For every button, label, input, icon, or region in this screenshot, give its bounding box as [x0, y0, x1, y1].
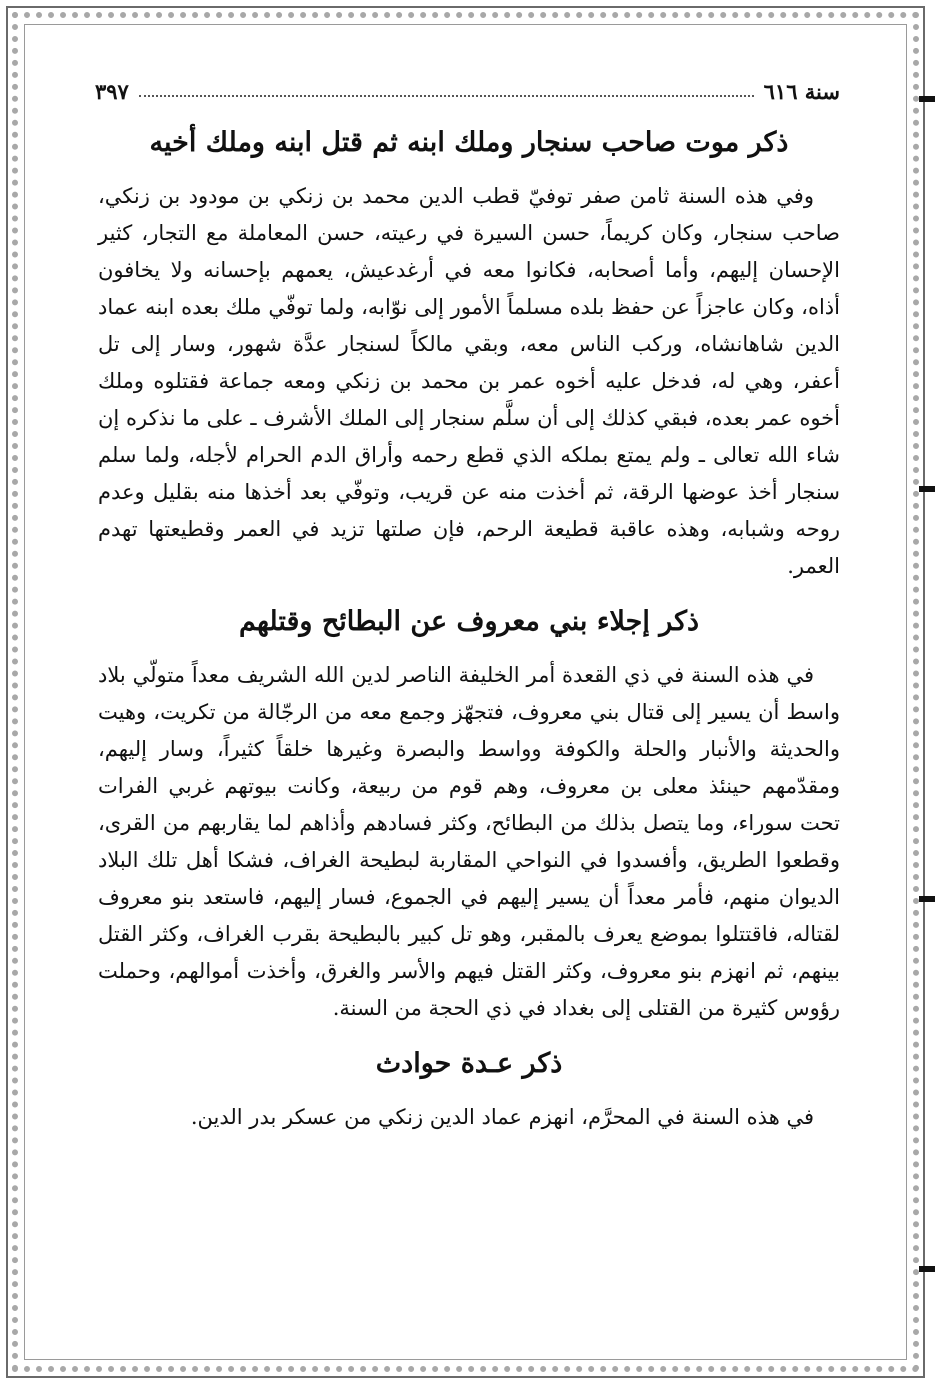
section-bani-maruf [98, 599, 840, 1027]
edge-mark [919, 896, 935, 902]
section-heading: ذكر إجلاء بني معروف عن البطائح وقتلهم [238, 606, 700, 637]
edge-mark [919, 96, 935, 102]
section-heading: ذكر عـدة حوادث [375, 1048, 563, 1079]
section-paragraph: في هذه السنة في المحرَّم، انهزم عماد الدين زنكي من عسكر بدر الدين. [190, 1105, 814, 1129]
page-number: ٣٩٧ [95, 78, 129, 104]
edge-mark [919, 1266, 935, 1272]
page-body [98, 120, 840, 1136]
section-several-events [98, 1041, 840, 1136]
running-header [95, 76, 840, 106]
section-paragraph: في هذه السنة في ذي القعدة أمر الخليفة الناصر لدين الله الشريف معداً متولّي بلاد واسط أن يسير إلى قتال بني معروف، فتجهّز وجمع معه من الرجّالة من تكريت، وهيت والحديثة والأنبار والحلة والكوفة وواسط والبصرة وغيرها خلقاً كثيراً، وسار إليهم، ومقدّمهم حينئذ معلى بن معروف، وهم قوم من ربيعة، وكانت بيوتهم غربي الفرات تحت سوراء، وما يتصل بذلك من البطائح، وكثر فسادهم وأذاهم لما يقاربهم من القرى، وقطعوا الطريق، وأفسدوا في النواحي المقاربة لبطيحة الغراف، فشكا أهل تلك البلاد الديوان منهم، فأمر معداً أن يسير إليهم في الجموع، فسار إليهم، فاستعد بنو معروف لقتاله، فاقتتلوا بموضع يعرف بالمقبر، وهو تل كبير بالبطيحة بقرب الغراف، وكثر القتل بينهم، ثم انهزم بنو معروف، وكثر القتل فيهم والأسر والغرق، وأخذت أموالهم، وحملت رؤوس كثيرة من القتلى إلى بغداد في ذي الحجة من السنة. [98, 663, 841, 1020]
section-paragraph: وفي هذه السنة ثامن صفر توفيّ قطب الدين محمد بن زنكي بن مودود بن زنكي، صاحب سنجار، وكان كريماً، حسن السيرة في رعيته، حسن المعاملة مع التجار، كثير الإحسان إليهم، وأما أصحابه، فكانوا معه في أرغدعيش، يعمهم بإحسانه ولا يخافون أذاه، وكان عاجزاً عن حفظ بلده مسلماً الأمور إلى نوّابه، ولما توفّي ملك بعده ابنه عماد الدين شاهانشاه، وركب الناس معه، وبقي مالكاً لسنجار عدَّة شهور، وسار إلى تل أعفر، وهي له، فدخل عليه أخوه عمر بن محمد بن زنكي ومعه جماعة فقتلوه وملك أخوه عمر بعده، فبقي كذلك إلى أن سلَّم سنجار إلى الملك الأشرف ـ على ما نذكره إن شاء الله تعالى ـ ولم يمتع بملكه الذي قطع رحمه وأراق الدم الحرام لأجله، ولما سلم سنجار أخذ عوضها الرقة، ثم أخذت منه عن قريب، وتوفّي بعد أخذها منه بقليل وعدم روحه وشبابه، وهذه عاقبة قطيعة الرحم، فإن صلتها تزيد في العمر وقطيعتها تهدم العمر. [98, 184, 840, 578]
section-death-of-sinjar-ruler [98, 120, 840, 585]
edge-mark [919, 486, 935, 492]
section-heading: ذكر موت صاحب سنجار وملك ابنه ثم قتل ابنه وملك أخيه [149, 127, 789, 158]
dotted-leader [139, 95, 754, 97]
running-title: سنة ٦١٦ [763, 78, 840, 104]
